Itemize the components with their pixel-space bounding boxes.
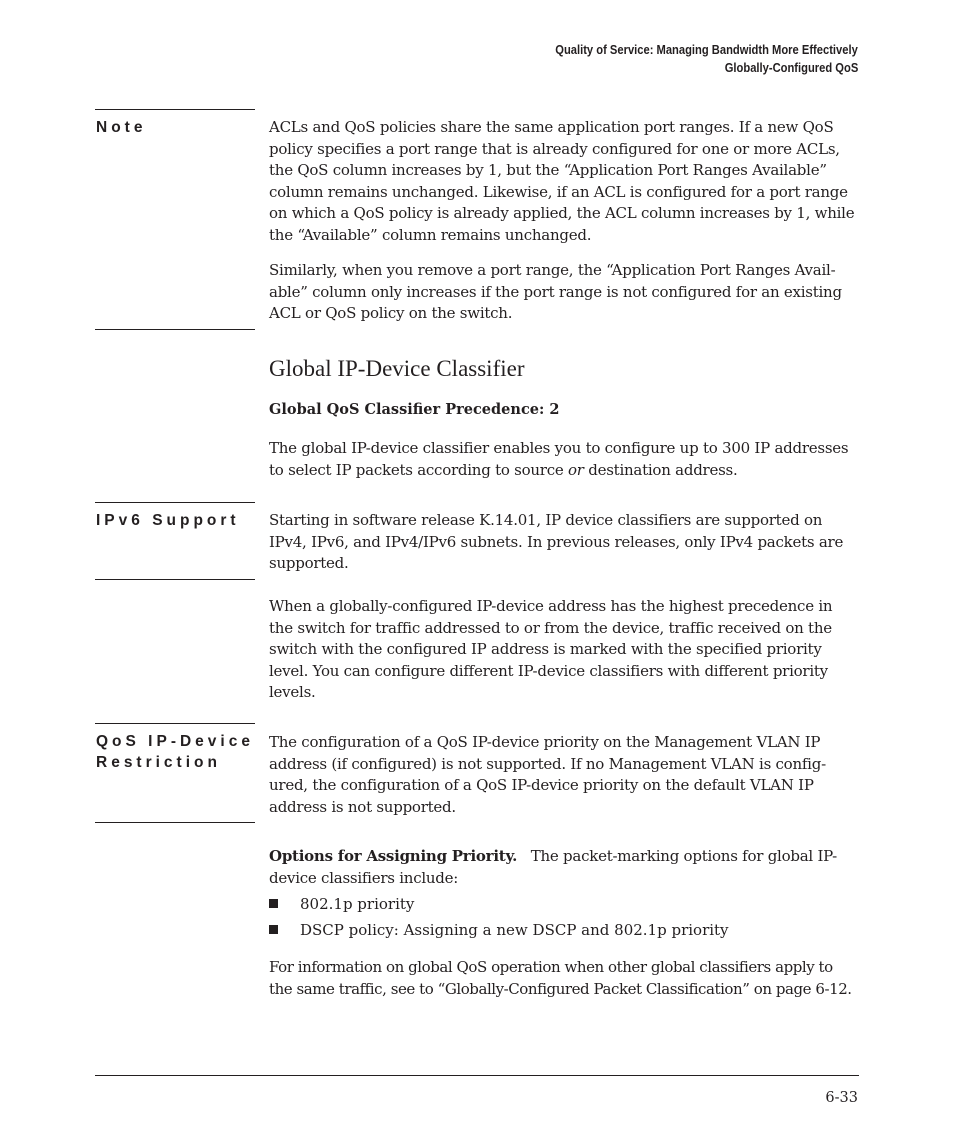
note-paragraph-1: ACLs and QoS policies share the same application port ranges. If a new QoS policy specifies a port range that is already configured for one or more ACLs, the QoS column increases by 1, but the “Application Port Ranges Available” column remains unchanged. Likewise, if an ACL is configured for a port range on which a QoS policy is already applied, the ACL column increases by 1, while the “Available” column remains unchanged. (269, 118, 855, 244)
restriction-top-rule (95, 723, 255, 724)
ipv6-top-rule (95, 502, 255, 503)
footer-rule (95, 1075, 859, 1076)
restriction-text: The configuration of a QoS IP-device priority on the Management VLAN IP address (if configured) is not supported. If no Management VLAN is config-ured, the configuration of a QoS IP-device priority on the default VLAN IP address is not supported. (269, 733, 826, 816)
ipv6-support-text: Starting in software release K.14.01, IP device classifiers are supported on IPv4, IPv6, and IPv4/IPv6 subnets. In previous releases, only IPv4 packets are supported. (269, 511, 844, 572)
options-paragraph (269, 846, 859, 889)
section-intro: The global IP-device classifier enables you to configure up to 300 IP addresses to select IP packets according to source or destination address. (269, 439, 849, 479)
running-header-section: Globally-Configured QoS (724, 60, 858, 75)
ipv6-bottom-rule (95, 579, 255, 580)
restriction-bottom-rule (95, 822, 255, 823)
bullet-item: DSCP policy: Assigning a new DSCP and 802.1p priority (269, 920, 729, 941)
note-paragraph-2: Similarly, when you remove a port range, the “Application Port Ranges Avail-able” column only increases if the port range is not configured for an existing ACL or QoS policy on the switch. (269, 261, 842, 322)
options-lead: Options for Assigning Priority. (269, 847, 518, 865)
options-text: The packet-marking options for global IP-device classifiers include: (269, 847, 838, 887)
precedence-paragraph: When a globally-configured IP-device address has the highest precedence in the switch for traffic addressed to or from the device, traffic received on the switch with the configured IP address is marked with the specified priority level. You can configure different IP-device classifiers with different priority levels. (269, 597, 833, 701)
closing-paragraph: For information on global QoS operation when other global classifiers apply to the same traffic, see to “Globally-Configured Packet Classification” on page 6-12. (269, 958, 852, 998)
bullet-item: 802.1p priority (269, 894, 414, 915)
restriction-label: QoS IP-Device Restriction (96, 733, 254, 771)
running-header-chapter: Quality of Service: Managing Bandwidth More Effectively (555, 42, 858, 57)
ipv6-support-label: IPv6 Support (96, 512, 240, 529)
bullet-square-icon (269, 925, 278, 934)
section-title: Global IP-Device Classifier (269, 356, 525, 381)
bullet-square-icon (269, 899, 278, 908)
note-bottom-rule (95, 329, 255, 330)
intro-emphasis: or (568, 460, 584, 479)
note-label: Note (96, 119, 147, 136)
note-top-rule (95, 109, 255, 110)
classifier-precedence: Global QoS Classifier Precedence: 2 (269, 401, 560, 418)
page-number: 6-33 (825, 1090, 858, 1106)
